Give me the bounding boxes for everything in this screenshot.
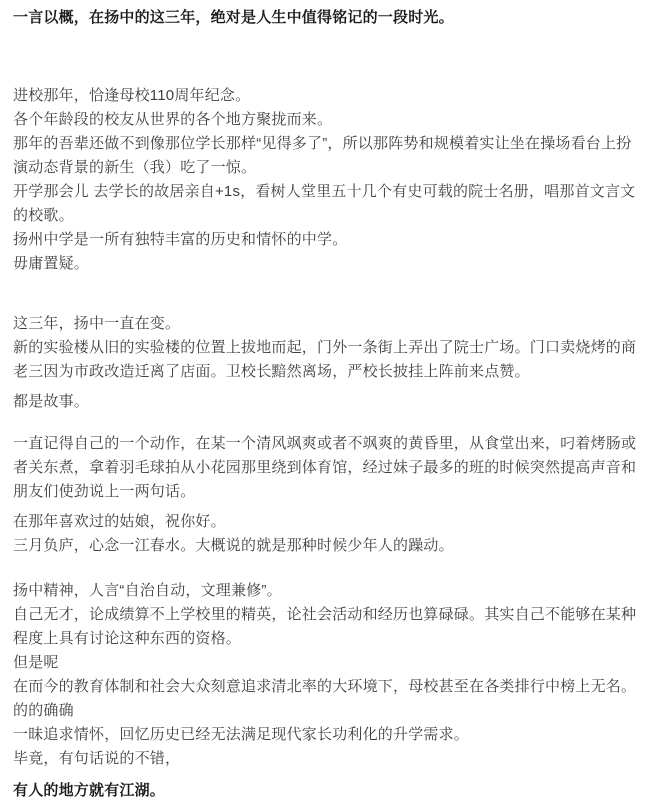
- article-paragraph: 自己无才，论成绩算不上学校里的精英，论社会活动和经历也算碌碌。其实自己不能够在某种程度上具有讨论这种东西的资格。: [13, 606, 637, 647]
- paragraph-gap: [13, 558, 646, 579]
- article-paragraph: 毕竟，有句话说的不错，: [13, 750, 181, 767]
- article-paragraph: 在那年喜欢过的姑娘，祝你好。: [13, 513, 226, 530]
- article-paragraph: 进校那年，恰逢母校110周年纪念。: [13, 87, 251, 104]
- article-bold-line: 有人的地方就有江湖。: [13, 782, 166, 799]
- article-paragraph: 开学那会儿 去学长的故居亲自+1s，看树人堂里五十几个有史可载的院士名册，唱那首文言文的校歌。: [13, 183, 636, 224]
- article-paragraph: 在而今的教育体制和社会大众刻意追求清北率的大环境下，母校甚至在各类排行中榜上无名。: [13, 678, 637, 695]
- article-paragraph: 那年的吾辈还做不到像那位学长那样“见得多了”，所以那阵势和规模着实让坐在操场看台上扮演动态背景的新生（我）吃了一惊。: [13, 135, 632, 176]
- article-paragraph: 新的实验楼从旧的实验楼的位置上拔地而起，门外一条街上弄出了院士广场。门口卖烧烤的商老三因为市政改造迁离了店面。卫校长黯然离场，严校长披挂上阵前来点赞。: [13, 339, 637, 380]
- article-paragraph: 扬州中学是一所有独特丰富的历史和情怀的中学。: [13, 231, 348, 248]
- paragraph-gap: [13, 771, 646, 779]
- article-paragraph: 各个年龄段的校友从世界的各个地方聚拢而来。: [13, 111, 333, 128]
- article-paragraph: 毋庸置疑。: [13, 255, 90, 272]
- article-paragraph: 三月负庐，心念一江春水。大概说的就是那种时候少年人的躁动。: [13, 537, 454, 554]
- article-paragraph: 一直记得自己的一个动作，在某一个清风飒爽或者不飒爽的黄昏里，从食堂出来，叼着烤肠或者关东煮，拿着羽毛球拍从小花园那里绕到体育馆，经过妹子最多的班的时候突然提高声音和朋友们使劲说上一两句话。: [13, 435, 637, 500]
- article-paragraph: 都是故事。: [13, 393, 90, 410]
- article-paragraph: 一昧追求情怀，回忆历史已经无法满足现代家长功利化的升学需求。: [13, 726, 470, 743]
- article-bold-line: 一言以概，在扬中的这三年，绝对是人生中值得铭记的一段时光。: [13, 9, 454, 26]
- paragraph-gap: [13, 414, 646, 432]
- article-paragraph: 但是呢: [13, 654, 59, 671]
- paragraph-gap: [13, 30, 646, 84]
- article-paragraph: 这三年，扬中一直在变。: [13, 315, 181, 332]
- article-paragraph: 扬中精神，人言“自治自动，文理兼修”。: [13, 582, 282, 599]
- article-paragraph: 的的确确: [13, 702, 74, 719]
- paragraph-gap: [13, 276, 646, 312]
